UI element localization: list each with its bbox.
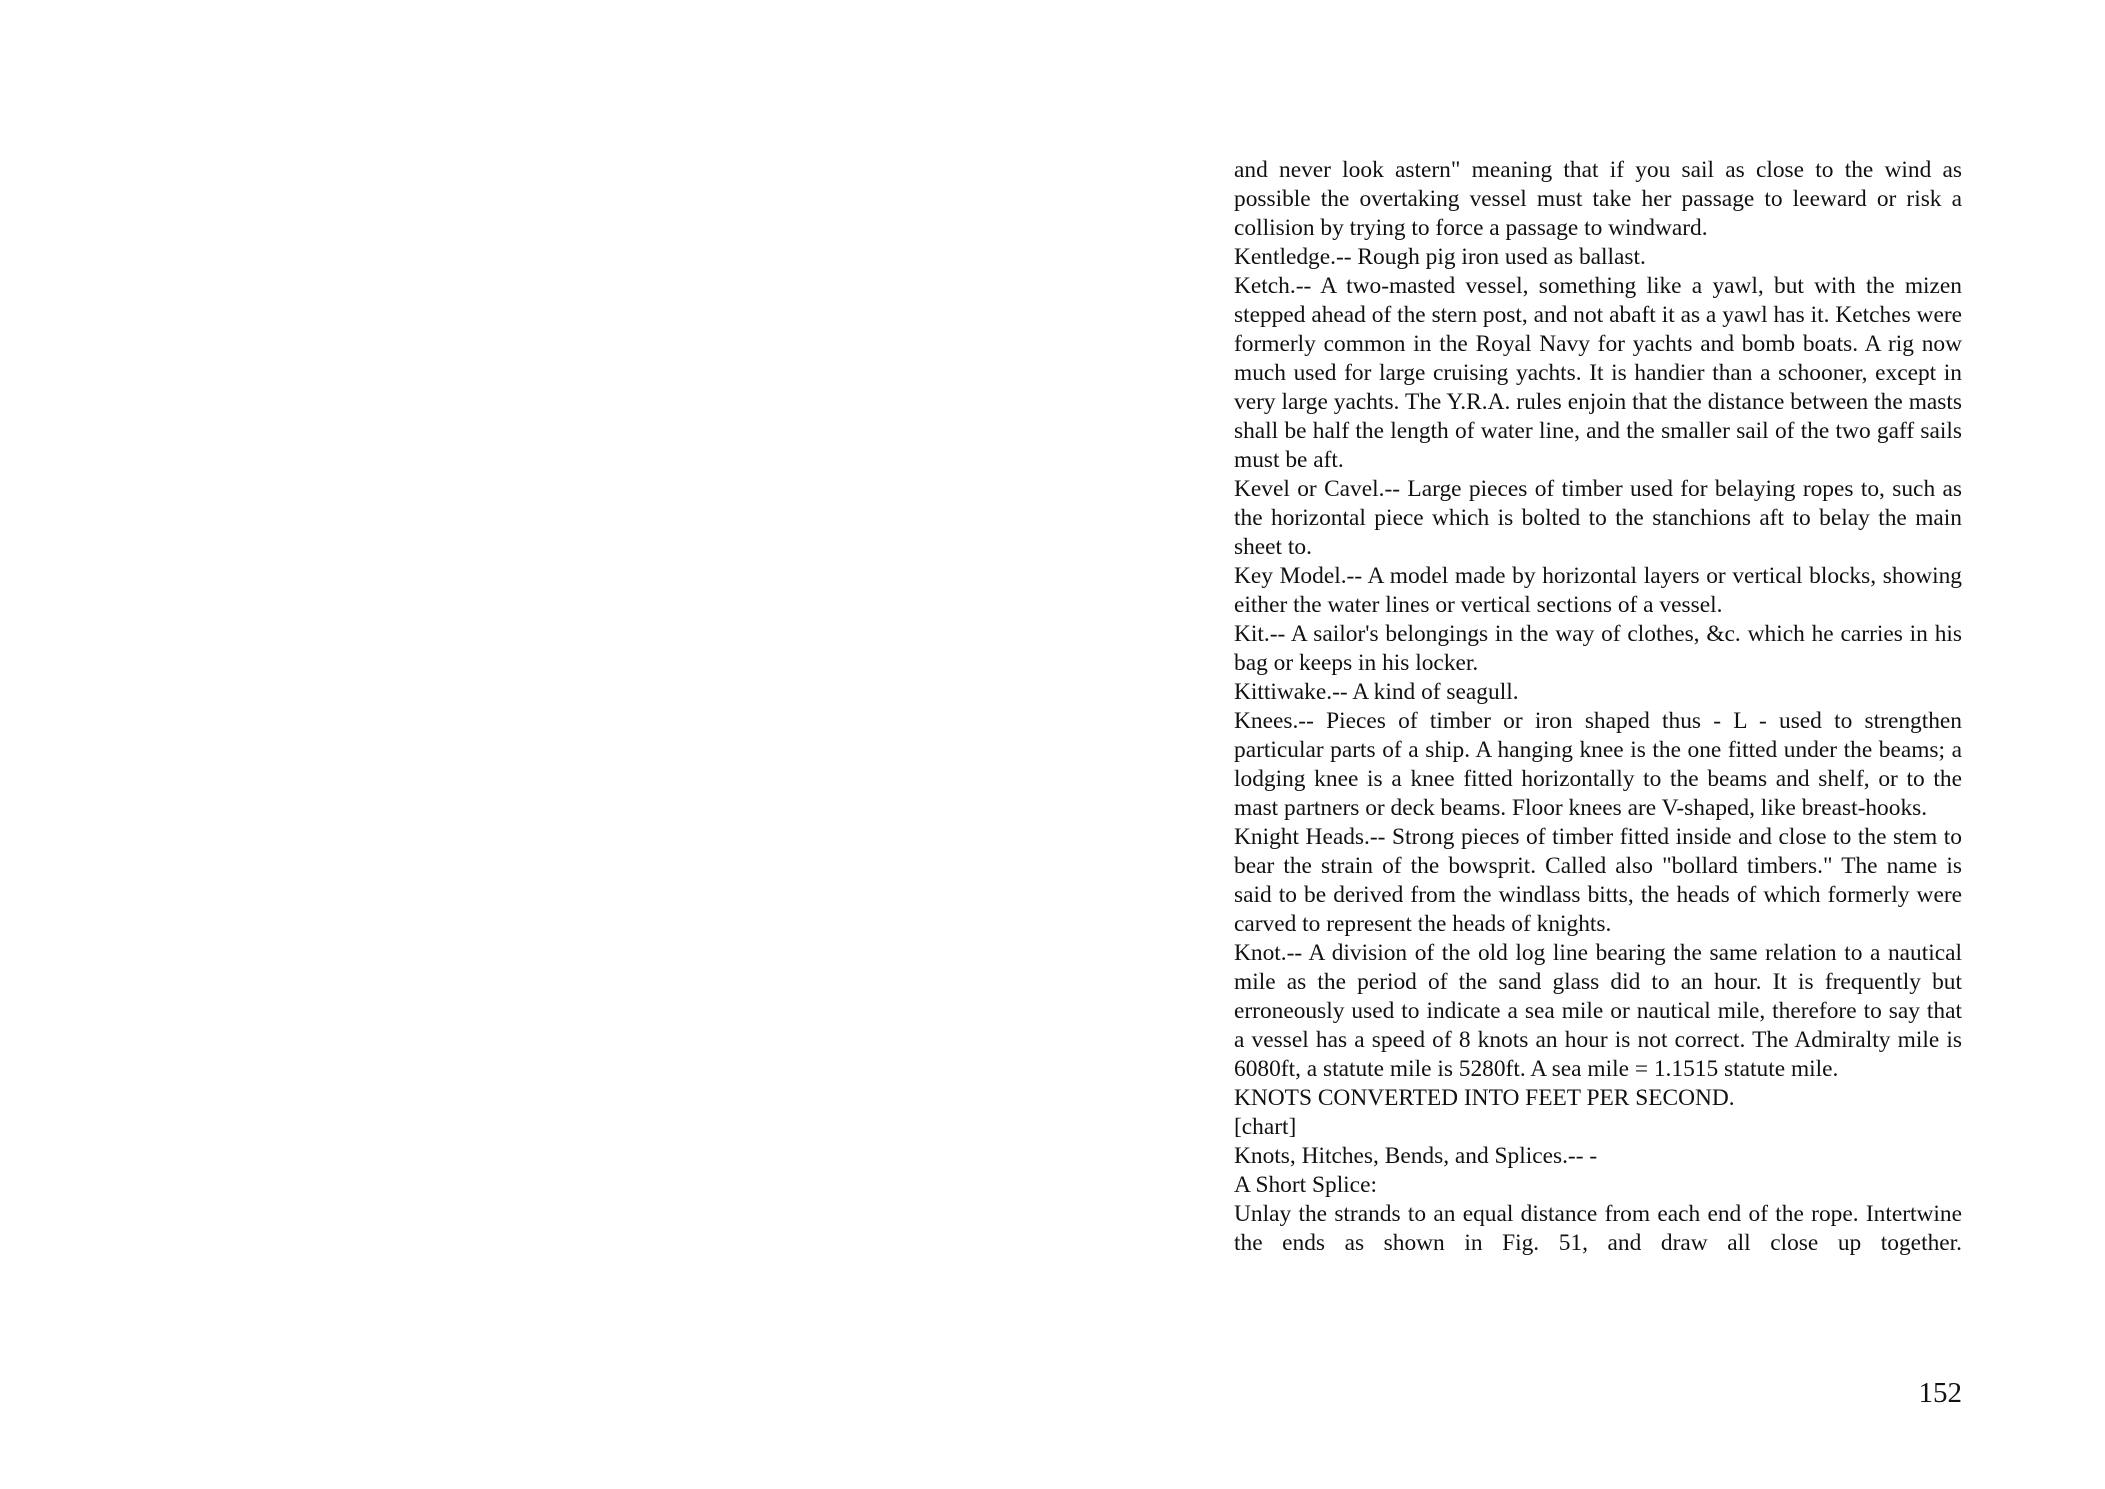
page-number: 152 [1918,1377,1962,1409]
entry-kittiwake: Kittiwake.-- A kind of seagull. [1234,679,1519,705]
entry-knight-heads: Knight Heads.-- Strong pieces of timber fitted inside and close to the stem to bear the strain of the bowsprit. Called also "bollard timbers." The name is said to be derived from the windlass bitts, the heads of which formerly were carved to represent the heads of knights. [1234,824,1962,937]
paragraph-short-splice: Unlay the strands to an equal distance from each end of the rope. Intertwine the ends as shown in Fig. 51, and draw all close up together. [1234,1201,1962,1256]
entry-knots-hitches: Knots, Hitches, Bends, and Splices.-- - [1234,1143,1598,1169]
entry-key-model: Key Model.-- A model made by horizontal layers or vertical blocks, showing either the water lines or vertical sections of a vessel. [1234,563,1962,618]
paragraph-continuation: and never look astern" meaning that if you sail as close to the wind as possible the overtaking vessel must take her passage to leeward or risk a collision by trying to force a passage to windward. [1234,157,1962,241]
section-heading-knots-converted: KNOTS CONVERTED INTO FEET PER SECOND. [1234,1085,1735,1111]
entry-kentledge: Kentledge.-- Rough pig iron used as ballast. [1234,244,1646,270]
entry-ketch: Ketch.-- A two-masted vessel, something like a yawl, but with the mizen stepped ahead of the stern post, and not abaft it as a yawl has it. Ketches were formerly common in the Royal Navy for yachts and bomb boats. A rig now much used for large cruising yachts. It is handier than a schooner, except in very large yachts. The Y.R.A. rules enjoin that the distance between the masts shall be half the length of water line, and the smaller sail of the two gaff sails must be aft. [1234,273,1962,473]
entry-kevel: Kevel or Cavel.-- Large pieces of timber used for belaying ropes to, such as the horizontal piece which is bolted to the stanchions aft to belay the main sheet to. [1234,476,1962,560]
entry-kit: Kit.-- A sailor's belongings in the way of clothes, &c. which he carries in his bag or keeps in his locker. [1234,621,1962,676]
page-text [1234,156,1962,1258]
subheading-short-splice: A Short Splice: [1234,1172,1377,1198]
entry-knees: Knees.-- Pieces of timber or iron shaped thus - L - used to strengthen particular parts of a ship. A hanging knee is the one fitted under the beams; a lodging knee is a knee fitted horizontally to the beams and shelf, or to the mast partners or deck beams. Floor knees are V-shaped, like breast-hooks. [1234,708,1962,821]
chart-placeholder: [chart] [1234,1114,1297,1140]
entry-knot: Knot.-- A division of the old log line bearing the same relation to a nautical mile as the period of the sand glass did to an hour. It is frequently but erroneously used to indicate a sea mile or nautical mile, therefore to say that a vessel has a speed of 8 knots an hour is not correct. The Admiralty mile is 6080ft, a statute mile is 5280ft. A sea mile = 1.1515 statute mile. [1234,940,1962,1082]
